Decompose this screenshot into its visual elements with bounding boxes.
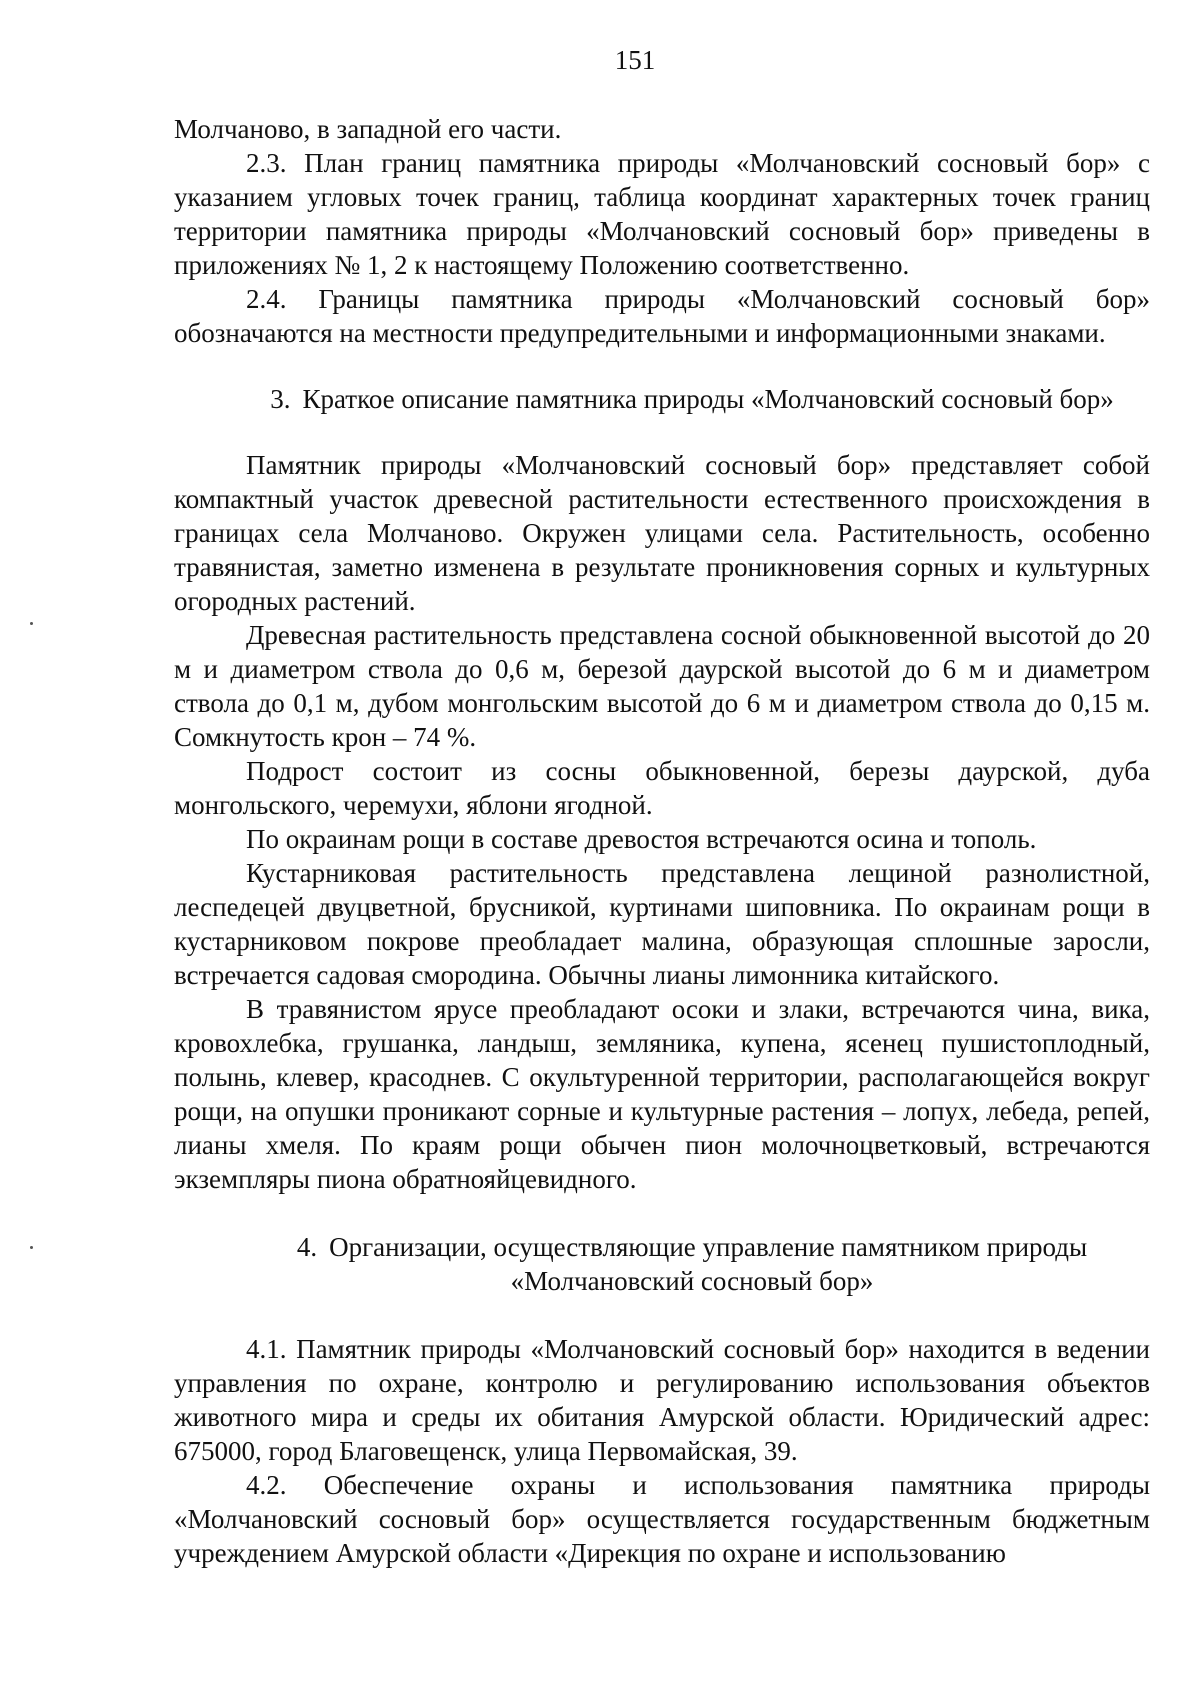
section-4-title-line1 bbox=[234, 1230, 1150, 1264]
section-3-paragraph: Подрост состоит из сосны обыкновенной, березы даурской, дуба монгольского, черемухи, яблони ягодной. bbox=[174, 756, 1150, 820]
paragraph-4-2: 4.2. Обеспечение охраны и использования памятника природы «Молчановский сосновый бор» осуществляется государственным бюджетным учреждением Амурской области «Дирекция по охране и использованию bbox=[174, 1470, 1150, 1568]
paragraph-2-4: 2.4. Границы памятника природы «Молчановский сосновый бор» обозначаются на местности предупредительными и информационными знаками. bbox=[174, 284, 1150, 348]
section-3-number: 3. bbox=[270, 384, 291, 414]
page-number: 151 bbox=[614, 45, 656, 75]
document-body bbox=[174, 112, 1150, 1570]
section-3-paragraph: По окраинам рощи в составе древостоя встречаются осина и тополь. bbox=[246, 824, 1037, 854]
section-3-paragraph: Памятник природы «Молчановский сосновый бор» представляет собой компактный участок древесной растительности естественного происхождения в границах села Молчаново. Окружен улицами села. Растительность, особенно травянистая, заметно изменена в результате проникновения сорных и культурных огородных растений. bbox=[174, 450, 1150, 616]
paragraph-4-1: 4.1. Памятник природы «Молчановский сосновый бор» находится в ведении управления по охране, контролю и регулированию использования объектов животного мира и среды их обитания Амурской области. Юридический адрес: 675000, город Благовещенск, улица Первомайская, 39. bbox=[174, 1334, 1150, 1466]
section-3-paragraph: Древесная растительность представлена сосной обыкновенной высотой до 20 м и диаметром ствола до 0,6 м, березой даурской высотой до 6 м и диаметром ствола до 0,1 м, дубом монгольским высотой до 6 м и диаметром ствола до 0,15 м. Сомкнутость крон – 74 %. bbox=[174, 620, 1150, 752]
section-3-title: Краткое описание памятника природы «Молчановский сосновый бор» bbox=[302, 384, 1114, 414]
section-4-number: 4. bbox=[296, 1232, 318, 1262]
section-4-title-text: Организации, осуществляющие управление памятником природы bbox=[329, 1232, 1088, 1262]
section-4-heading bbox=[174, 1230, 1150, 1298]
section-4-title-line2: «Молчановский сосновый бор» bbox=[510, 1266, 874, 1296]
scan-speck bbox=[30, 1246, 33, 1249]
scan-speck bbox=[30, 622, 33, 625]
paragraph-continuation: Молчаново, в западной его части. bbox=[174, 114, 562, 144]
section-3-heading bbox=[174, 382, 1150, 416]
section-3-paragraph: В травянистом ярусе преобладают осоки и злаки, встречаются чина, вика, кровохлебка, грушанка, ландыш, земляника, купена, ясенец пушистоплодный, полынь, клевер, красоднев. С окультуренной территории, располагающейся вокруг рощи, на опушки проникают сорные и культурные растения – лопух, лебеда, репей, лианы хмеля. По краям рощи обычен пион молочноцветковый, встречаются экземпляры пиона обратнояйцевидного. bbox=[174, 994, 1150, 1194]
paragraph-2-3: 2.3. План границ памятника природы «Молчановский сосновый бор» с указанием угловых точек границ, таблица координат характерных точек границ территории памятника природы «Молчановский сосновый бор» приведены в приложениях № 1, 2 к настоящему Положению соответственно. bbox=[174, 148, 1150, 280]
section-3-paragraph: Кустарниковая растительность представлена лещиной разнолистной, леспедецей двуцветной, брусникой, куртинами шиповника. По окраинам рощи в кустарниковом покрове преобладает малина, образующая сплошные заросли, встречается садовая смородина. Обычны лианы лимонника китайского. bbox=[174, 858, 1150, 990]
